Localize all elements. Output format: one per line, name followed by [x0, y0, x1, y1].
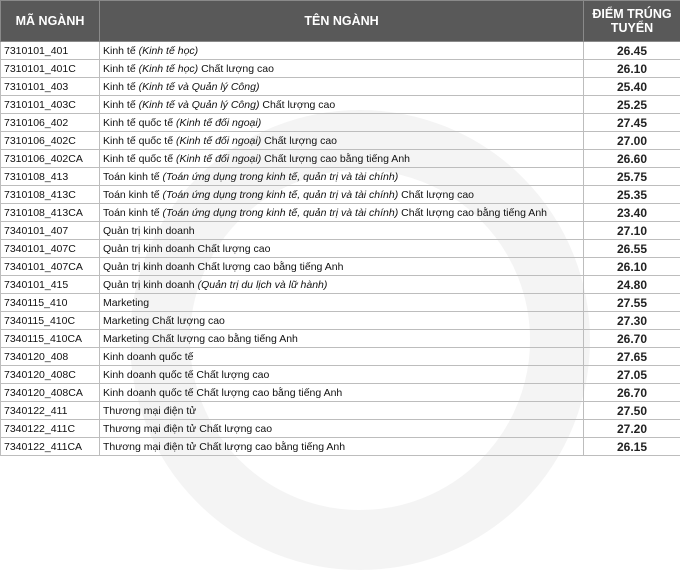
cell-score: 25.25	[584, 96, 680, 114]
cell-name	[100, 294, 584, 312]
cell-name	[100, 150, 584, 168]
cell-name	[100, 258, 584, 276]
name-main: Kinh tế	[103, 99, 136, 111]
name-italic: (Toán ứng dụng trong kinh tế, quản trị và tài chính)	[163, 189, 399, 201]
cell-score: 27.65	[584, 348, 680, 366]
cell-code: 7340122_411C	[1, 420, 100, 438]
table-row	[1, 438, 680, 456]
name-main: Kinh tế quốc tế	[103, 117, 173, 129]
cell-code: 7310101_403C	[1, 96, 100, 114]
cell-code: 7340120_408CA	[1, 384, 100, 402]
cell-score: 23.40	[584, 204, 680, 222]
cell-name	[100, 276, 584, 294]
cell-name	[100, 330, 584, 348]
cell-name	[100, 402, 584, 420]
cell-code: 7340120_408C	[1, 366, 100, 384]
cell-name	[100, 222, 584, 240]
name-main: Thương mại điện tử Chất lượng cao bằng tiếng Anh	[103, 441, 345, 453]
header-score: ĐIỂM TRÚNG TUYỂN	[584, 1, 680, 42]
table-row	[1, 330, 680, 348]
cell-code: 7340122_411	[1, 402, 100, 420]
name-italic: (Kinh tế học)	[139, 45, 199, 57]
name-suffix: Chất lượng cao bằng tiếng Anh	[264, 153, 410, 165]
cell-code: 7340115_410CA	[1, 330, 100, 348]
cell-code: 7310106_402	[1, 114, 100, 132]
table-row	[1, 348, 680, 366]
cell-code: 7310108_413C	[1, 186, 100, 204]
table-row	[1, 204, 680, 222]
table-row	[1, 240, 680, 258]
name-main: Quản trị kinh doanh Chất lượng cao	[103, 243, 270, 255]
name-main: Quản trị kinh doanh	[103, 225, 195, 237]
cell-name	[100, 96, 584, 114]
name-italic: (Toán ứng dụng trong kinh tế, quản trị và tài chính)	[163, 207, 399, 219]
table-row	[1, 258, 680, 276]
name-main: Thương mại điện tử Chất lượng cao	[103, 423, 272, 435]
header-name: TÊN NGÀNH	[100, 1, 584, 42]
cell-score: 27.00	[584, 132, 680, 150]
cell-score: 27.55	[584, 294, 680, 312]
cell-score: 27.45	[584, 114, 680, 132]
cell-code: 7310101_403	[1, 78, 100, 96]
name-italic: (Quản trị du lịch và lữ hành)	[198, 279, 328, 291]
table-row	[1, 312, 680, 330]
name-main: Quản trị kinh doanh	[103, 279, 195, 291]
cell-code: 7310101_401C	[1, 60, 100, 78]
cell-code: 7340101_407CA	[1, 258, 100, 276]
table-header	[1, 1, 680, 42]
table-row	[1, 420, 680, 438]
cell-score: 27.20	[584, 420, 680, 438]
table-row	[1, 186, 680, 204]
name-italic: (Kinh tế đối ngoại)	[176, 135, 261, 147]
cell-code: 7340101_407	[1, 222, 100, 240]
table-row	[1, 60, 680, 78]
cell-name	[100, 438, 584, 456]
name-main: Kinh doanh quốc tế Chất lượng cao bằng tiếng Anh	[103, 387, 342, 399]
cell-name	[100, 114, 584, 132]
name-italic: (Kinh tế đối ngoại)	[176, 117, 261, 129]
cell-code: 7310101_401	[1, 42, 100, 60]
name-main: Quản trị kinh doanh Chất lượng cao bằng tiếng Anh	[103, 261, 343, 273]
cell-name	[100, 348, 584, 366]
table-row	[1, 384, 680, 402]
name-suffix: Chất lượng cao	[201, 63, 274, 75]
cell-score: 26.10	[584, 60, 680, 78]
cell-code: 7310106_402C	[1, 132, 100, 150]
table-row	[1, 366, 680, 384]
name-suffix: Chất lượng cao	[401, 189, 474, 201]
name-main: Marketing Chất lượng cao bằng tiếng Anh	[103, 333, 298, 345]
name-main: Toán kinh tế	[103, 189, 160, 201]
cell-score: 25.35	[584, 186, 680, 204]
cell-name	[100, 420, 584, 438]
cell-name	[100, 384, 584, 402]
name-main: Kinh tế	[103, 81, 136, 93]
name-main: Kinh tế	[103, 63, 136, 75]
cell-score: 26.45	[584, 42, 680, 60]
header-row	[1, 1, 680, 42]
cell-score: 27.05	[584, 366, 680, 384]
name-main: Marketing Chất lượng cao	[103, 315, 225, 327]
table-body	[1, 42, 680, 456]
name-main: Kinh tế quốc tế	[103, 153, 173, 165]
name-italic: (Kinh tế và Quản lý Công)	[139, 81, 260, 93]
cell-score: 26.70	[584, 330, 680, 348]
cell-name	[100, 312, 584, 330]
name-main: Kinh tế	[103, 45, 136, 57]
table-row	[1, 114, 680, 132]
cell-code: 7340115_410C	[1, 312, 100, 330]
table-row	[1, 168, 680, 186]
name-main: Thương mại điện tử	[103, 405, 196, 417]
name-main: Kinh doanh quốc tế Chất lượng cao	[103, 369, 269, 381]
cell-name	[100, 42, 584, 60]
cell-score: 26.55	[584, 240, 680, 258]
name-italic: (Kinh tế đối ngoại)	[176, 153, 261, 165]
cell-name	[100, 366, 584, 384]
cell-code: 7310106_402CA	[1, 150, 100, 168]
header-code: MÃ NGÀNH	[1, 1, 100, 42]
name-suffix: Chất lượng cao	[264, 135, 337, 147]
name-suffix: Chất lượng cao	[262, 99, 335, 111]
cell-score: 25.75	[584, 168, 680, 186]
name-suffix: Chất lượng cao bằng tiếng Anh	[401, 207, 547, 219]
table-row	[1, 96, 680, 114]
name-italic: (Kinh tế và Quản lý Công)	[139, 99, 260, 111]
cell-code: 7340122_411CA	[1, 438, 100, 456]
name-italic: (Toán ứng dụng trong kinh tế, quản trị và tài chính)	[163, 171, 399, 183]
table-row	[1, 222, 680, 240]
cell-code: 7340115_410	[1, 294, 100, 312]
cell-name	[100, 78, 584, 96]
name-main: Marketing	[103, 297, 149, 309]
table-row	[1, 294, 680, 312]
table-row	[1, 150, 680, 168]
name-italic: (Kinh tế học)	[139, 63, 199, 75]
name-main: Toán kinh tế	[103, 171, 160, 183]
cell-name	[100, 240, 584, 258]
cell-name	[100, 204, 584, 222]
cell-name	[100, 60, 584, 78]
cell-code: 7340101_407C	[1, 240, 100, 258]
table-row	[1, 78, 680, 96]
cell-score: 27.50	[584, 402, 680, 420]
table-row	[1, 132, 680, 150]
cell-score: 26.60	[584, 150, 680, 168]
cell-name	[100, 168, 584, 186]
table-row	[1, 276, 680, 294]
cell-code: 7340120_408	[1, 348, 100, 366]
cell-name	[100, 186, 584, 204]
cell-name	[100, 132, 584, 150]
table-row	[1, 402, 680, 420]
table-row	[1, 42, 680, 60]
cell-code: 7340101_415	[1, 276, 100, 294]
cell-score: 26.10	[584, 258, 680, 276]
cell-code: 7310108_413CA	[1, 204, 100, 222]
cell-score: 27.30	[584, 312, 680, 330]
cell-code: 7310108_413	[1, 168, 100, 186]
cell-score: 26.70	[584, 384, 680, 402]
name-main: Toán kinh tế	[103, 207, 160, 219]
cell-score: 26.15	[584, 438, 680, 456]
cell-score: 25.40	[584, 78, 680, 96]
cell-score: 27.10	[584, 222, 680, 240]
name-main: Kinh tế quốc tế	[103, 135, 173, 147]
cell-score: 24.80	[584, 276, 680, 294]
name-main: Kinh doanh quốc tế	[103, 351, 194, 363]
